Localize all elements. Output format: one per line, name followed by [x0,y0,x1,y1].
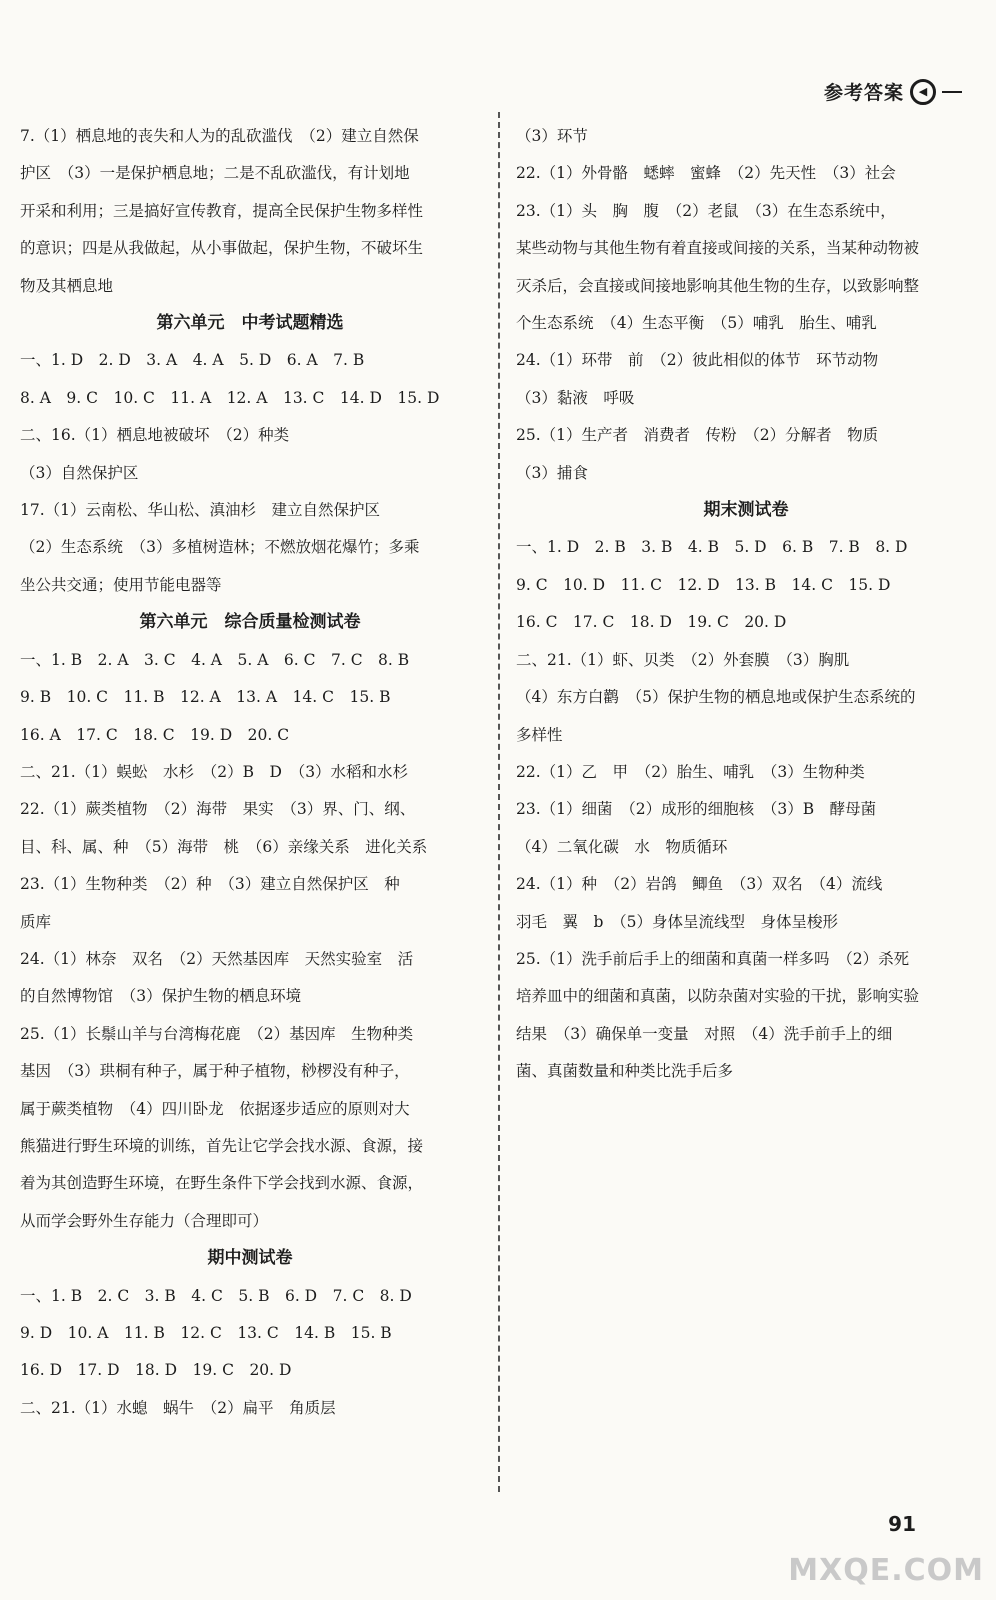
answer-line: 22.（1）乙 甲 （2）胎生、哺乳 （3）生物种类 [516,762,865,781]
answer-line: 物及其栖息地 [20,276,114,295]
answer-line: 22.（1）外骨骼 蟋蟀 蜜蜂 （2）先天性 （3）社会 [516,164,896,183]
answer-line: 7.（1）栖息地的丧失和人为的乱砍滥伐 （2）建立自然保 [20,127,419,145]
answer-line: （3）黏液 呼吸 [516,388,635,407]
section-heading: 第六单元 中考试题精选 [156,313,344,334]
answer-line: 多样性 [516,725,563,744]
answer-line: 结果 （3）确保单一变量 对照 （4）洗手前手上的细 [516,1024,893,1043]
answer-line: 着为其创造野生环境，在野生条件下学会找到水源、食源， [20,1174,424,1193]
answer-line: 羽毛 翼 b （5）身体呈流线型 身体呈梭形 [516,912,839,931]
answer-line: 9. C 10. D 11. C 12. D 13. B 14. C 15. D [516,575,891,594]
answer-line: 熊猫进行野生环境的训练，首先让它学会找水源、食源，接 [20,1136,424,1155]
answer-line: （2）生态系统 （3）多植树造林；不燃放烟花爆竹；多乘 [20,538,420,557]
answer-line: 24.（1）林奈 双名 （2）天然基因库 天然实验室 活 [20,949,414,968]
answer-line: 培养皿中的细菌和真菌，以防杂菌对实验的干扰，影响实验 [516,987,920,1006]
answer-line: 16. A 17. C 18. C 19. D 20. C [20,725,290,744]
answer-line: 护区 （3）一是保护栖息地；二是不乱砍滥伐，有计划地 [20,164,410,183]
answer-line: （3）自然保护区 [20,463,139,482]
answer-line: 属于蕨类植物 （4）四川卧龙 依据逐步适应的原则对大 [20,1099,410,1118]
answer-line: 基因 （3）珙桐有种子，属于种子植物，桫椤没有种子， [20,1062,410,1081]
answer-line: 从而学会野外生存能力（合理即可） [20,1211,269,1230]
answer-line: 质库 [20,912,52,931]
answer-line: 25.（1）生产者 消费者 传粉 （2）分解者 物质 [516,426,879,445]
section-heading: 期末测试卷 [703,500,789,521]
right-column [516,118,976,1091]
answer-line: 23.（1）细菌 （2）成形的细胞核 （3）B 酵母菌 [516,800,877,819]
answer-line: 24.（1）种 （2）岩鸽 鲫鱼 （3）双名 （4）流线 [516,875,883,894]
left-column [20,118,480,1427]
answer-line: 的自然博物馆 （3）保护生物的栖息环境 [20,987,302,1006]
answer-line: 一、1. D 2. B 3. B 4. B 5. D 6. B 7. B 8. D [516,538,908,557]
answer-line: 二、16.（1）栖息地被破坏 （2）种类 [20,426,290,445]
answer-line: 一、1. B 2. A 3. C 4. A 5. A 6. C 7. C 8. B [20,650,410,669]
answer-line: 24.（1）环带 前 （2）彼此相似的体节 环节动物 [516,351,879,370]
answer-line: 8. A 9. C 10. C 11. A 12. A 13. C 14. D 15. D [20,388,440,407]
answer-line: （4）二氧化碳 水 物质循环 [516,837,728,856]
answer-line: （4）东方白鹳 （5）保护生物的栖息地或保护生态系统的 [516,688,916,707]
answer-line: 22.（1）蕨类植物 （2）海带 果实 （3）界、门、纲、 [20,800,416,819]
answer-line: 25.（1）长鬃山羊与台湾梅花鹿 （2）基因库 生物种类 [20,1024,414,1043]
section-heading: 第六单元 综合质量检测试卷 [139,612,361,633]
answer-line: 二、21.（1）虾、贝类 （2）外套膜 （3）胸肌 [516,650,850,669]
answer-line: 个生态系统 （4）生态平衡 （5）哺乳 胎生、哺乳 [516,314,877,333]
watermark: MXQE.COM [788,1553,984,1588]
answer-line: （3）捕食 [516,463,588,482]
header-rule [942,91,962,93]
answer-line: （3）环节 [516,127,588,145]
answer-line: 9. B 10. C 11. B 12. A 13. A 14. C 15. B [20,688,391,707]
answer-line: 坐公共交通；使用节能电器等 [20,575,222,594]
answer-line: 一、1. D 2. D 3. A 4. A 5. D 6. A 7. B [20,351,365,370]
answer-line: 23.（1）生物种类 （2）种 （3）建立自然保护区 种 [20,875,400,894]
answer-line: 16. C 17. C 18. D 19. C 20. D [516,613,787,632]
answer-line: 23.（1）头 胸 腹 （2）老鼠 （3）在生态系统中， [516,201,896,220]
page-number: 91 [888,1512,916,1536]
column-divider [498,112,500,1492]
answer-line: 二、21.（1）蜈蚣 水杉 （2）B D （3）水稻和水杉 [20,762,409,781]
answer-line: 菌、真菌数量和种类比洗手后多 [516,1062,734,1081]
answer-line: 二、21.（1）水螅 蜗牛 （2）扁平 角质层 [20,1398,336,1417]
page-header [824,78,962,105]
header-title: 参考答案 [823,82,904,104]
section-heading: 期中测试卷 [207,1248,293,1269]
answer-line: 开采和利用；三是搞好宣传教育，提高全民保护生物多样性 [20,201,424,220]
answer-line: 灭杀后，会直接或间接地影响其他生物的生存，以致影响整 [516,276,920,295]
answer-line: 目、科、属、种 （5）海带 桃 （6）亲缘关系 进化关系 [20,837,428,856]
answer-line: 的意识；四是从我做起，从小事做起，保护生物，不破坏生 [20,239,424,258]
answer-line: 9. D 10. A 11. B 12. C 13. C 14. B 15. B [20,1324,392,1342]
answer-line: 某些动物与其他生物有着直接或间接的关系，当某种动物被 [516,239,920,258]
answer-line: 一、1. B 2. C 3. B 4. C 5. B 6. D 7. C 8. D [20,1286,412,1305]
answer-line: 25.（1）洗手前后手上的细菌和真菌一样多吗 （2）杀死 [516,949,910,968]
answer-line: 16. D 17. D 18. D 19. C 20. D [20,1361,292,1380]
answer-line: 17.（1）云南松、华山松、滇油杉 建立自然保护区 [20,501,381,520]
arrow-left-circle-icon: ◀ [910,79,936,105]
